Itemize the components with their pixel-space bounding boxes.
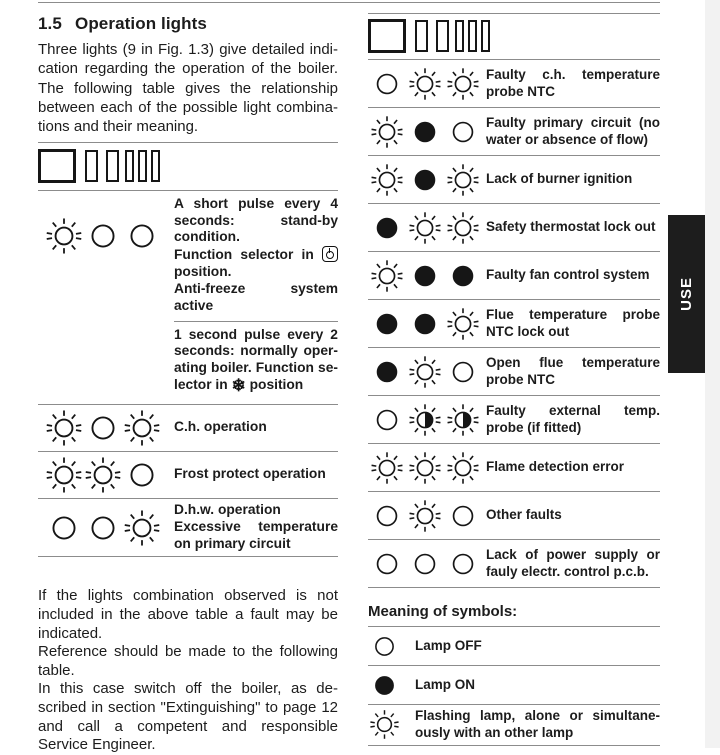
fault-combination-row — [368, 251, 660, 299]
panel-lights-icon — [38, 143, 338, 190]
section-number: 1.5 — [38, 14, 62, 33]
lamp — [406, 306, 444, 342]
lamp-flash-icon — [446, 451, 480, 485]
snowflake-icon: ❄ — [231, 376, 246, 395]
lamp-off-icon — [123, 217, 161, 255]
lamp — [44, 409, 83, 447]
lamp — [368, 546, 406, 582]
lamp-slot-icon — [415, 20, 428, 52]
lamp-off-icon — [84, 217, 122, 255]
fault-combination-row — [368, 203, 660, 251]
lamp-group — [368, 402, 486, 438]
lamp-group — [38, 509, 174, 547]
lamp — [444, 114, 482, 150]
operation-lights-table — [38, 191, 338, 558]
lamp — [44, 217, 83, 255]
lamp-off-icon — [446, 115, 480, 149]
section-heading — [38, 14, 338, 34]
lamp — [406, 498, 444, 534]
lamp — [406, 210, 444, 246]
lamp-flash-icon — [408, 211, 442, 245]
fault-description: Safety thermostat lock out — [486, 219, 656, 235]
legend-rows — [368, 626, 660, 746]
fault-combination-row — [368, 347, 660, 395]
lamp — [406, 354, 444, 390]
lamp — [406, 162, 444, 198]
lamp-group — [38, 456, 174, 494]
lamp — [368, 66, 406, 102]
lamp — [368, 402, 406, 438]
symbols-legend — [368, 603, 660, 746]
use-section-tab — [668, 215, 705, 373]
fault-description: Faulty external temp. probe (if fitted) — [486, 402, 660, 435]
lamp-off-icon — [84, 509, 122, 547]
left-column — [38, 0, 338, 755]
lamp-off-icon — [370, 403, 404, 437]
legend-heading: Meaning of symbols: — [368, 603, 518, 620]
page-edge-strip — [705, 0, 720, 748]
lamp-group — [368, 66, 486, 102]
fault-combination-row — [368, 155, 660, 203]
lamp — [444, 258, 482, 294]
lamp — [83, 509, 122, 547]
lamp-off-icon — [370, 67, 404, 101]
legend-lamp — [368, 631, 415, 662]
lamp — [44, 456, 83, 494]
lamp-group — [368, 258, 486, 294]
legend-label: Lamp OFF — [415, 637, 482, 653]
fault-description: Lack of power supply or fauly electr. control p.c.b. — [486, 546, 660, 579]
lamp — [368, 306, 406, 342]
lamp-group — [368, 546, 486, 582]
lamp — [406, 546, 444, 582]
lamp-slot-icon — [436, 20, 449, 52]
lamp-on-icon — [370, 307, 404, 341]
lamp — [368, 354, 406, 390]
combination-description: D.h.w. operation Excessive temperature on primary circuit — [174, 502, 338, 551]
combination-description — [174, 191, 338, 404]
fault-combination-row — [368, 59, 660, 107]
light-combination-row — [38, 499, 338, 557]
lamp — [368, 498, 406, 534]
description-block: A short pulse every 4 seconds: stand-by condition. Function selector in position. Anti-freeze system active — [174, 195, 338, 313]
lamp — [122, 509, 161, 547]
lamp — [368, 162, 406, 198]
lamp-flash-icon — [446, 163, 480, 197]
description-block: 1 second pulse every 2 seconds: normally operating boiler. Function selector in ❄ position — [174, 326, 338, 395]
lamp-flash-icon — [123, 409, 161, 447]
fault-combination-row — [368, 491, 660, 539]
lamp — [444, 306, 482, 342]
fault-description: Faulty c.h. temperature probe NTC — [486, 66, 660, 99]
note-paragraphs — [38, 587, 338, 754]
lamp-flash-icon — [408, 67, 442, 101]
lamp — [122, 409, 161, 447]
legend-lamp — [368, 670, 415, 701]
lamp — [122, 456, 161, 494]
lamp-on-icon — [408, 259, 442, 293]
legend-lamp — [368, 709, 415, 740]
lamp-flash-icon — [408, 499, 442, 533]
lamp-slot-icon — [125, 150, 134, 182]
lamp-group — [368, 210, 486, 246]
lamp-group — [38, 217, 174, 255]
lamp — [83, 217, 122, 255]
fault-combination-row — [368, 395, 660, 443]
lamp-flash-icon — [446, 211, 480, 245]
fault-description: Lack of burner ignition — [486, 171, 633, 187]
lamp-group — [368, 354, 486, 390]
lamp — [444, 498, 482, 534]
lamp-off-icon — [446, 547, 480, 581]
intro-paragraph: Three lights (9 in Fig. 1.3) give detailed indication regarding the operation of the boiler. The following table gives the relationship between each of the possible light combinations and their meaning. — [38, 41, 338, 136]
lamp-slot-icon — [455, 20, 464, 52]
lamp-flash-icon — [370, 163, 404, 197]
lamp — [406, 402, 444, 438]
lamp — [444, 354, 482, 390]
lamp-slot-icon — [85, 150, 98, 182]
lamp-on-icon — [370, 355, 404, 389]
lamp-group — [368, 450, 486, 486]
panel-lights-icon — [368, 14, 660, 59]
lamp-group — [368, 162, 486, 198]
combination-description: Frost protect operation — [174, 466, 326, 482]
lamp — [83, 409, 122, 447]
lamp — [368, 114, 406, 150]
lamp — [83, 456, 122, 494]
note-paragraph: Reference should be made to the following table. — [38, 643, 338, 679]
lamp-off-icon — [408, 547, 442, 581]
fault-combination-row — [368, 443, 660, 491]
lamp-on-icon — [408, 115, 442, 149]
note-paragraph: If the lights combination observed is not included in the above table a fault may be indicated. — [38, 587, 338, 642]
display-window-icon — [368, 19, 406, 53]
lamp — [444, 450, 482, 486]
lamp-flash-icon — [446, 307, 480, 341]
fault-lights-table — [368, 59, 660, 588]
legend-row — [368, 626, 660, 665]
light-combination-row — [38, 191, 338, 405]
lamp-on-icon — [446, 259, 480, 293]
lamp-off-icon — [370, 547, 404, 581]
lamp-slot-icon — [468, 20, 477, 52]
fault-description: Other faults — [486, 507, 562, 523]
lamp — [444, 162, 482, 198]
lamp-off-icon — [369, 631, 400, 662]
legend-row — [368, 704, 660, 746]
power-selector-icon — [322, 246, 338, 262]
fault-description: Faulty primary circuit (no water or absence of flow) — [486, 114, 660, 147]
lamp-group — [368, 498, 486, 534]
lamp-on-icon — [408, 163, 442, 197]
lamp — [406, 450, 444, 486]
legend-label: Lamp ON — [415, 676, 476, 692]
lamp-half-icon — [408, 403, 442, 437]
lamp-off-icon — [84, 409, 122, 447]
lamp-slot-icon — [481, 20, 490, 52]
display-window-icon — [38, 149, 76, 183]
combination-description: C.h. operation — [174, 419, 267, 435]
lamp-flash-icon — [123, 509, 161, 547]
lamp-slot-icon — [151, 150, 160, 182]
lamp-group — [38, 409, 174, 447]
lamp-flash-icon — [45, 217, 83, 255]
lamp-flash-icon — [370, 451, 404, 485]
fault-description: Open flue temperature probe NTC — [486, 354, 660, 387]
note-paragraph: In this case switch off the boiler, as described in section "Extinguishing" to page 12 and call a competent and responsible Service Engineer. — [38, 680, 338, 754]
lamp-flash-icon — [446, 67, 480, 101]
section-title: Operation lights — [75, 14, 207, 33]
lamp — [368, 258, 406, 294]
fault-combination-row — [368, 299, 660, 347]
lamp-group — [368, 306, 486, 342]
lamp — [406, 258, 444, 294]
lamp-group — [368, 114, 486, 150]
lamp-flash-icon — [408, 451, 442, 485]
lamp-flash-icon — [370, 115, 404, 149]
lamp — [368, 210, 406, 246]
lamp — [444, 546, 482, 582]
lamp-on-icon — [408, 307, 442, 341]
lamp — [368, 450, 406, 486]
lamp-off-icon — [446, 499, 480, 533]
lamp — [406, 114, 444, 150]
lamp-off-icon — [446, 355, 480, 389]
lamp-slot-icon — [106, 150, 119, 182]
lamp-off-icon — [45, 509, 83, 547]
lamp-flash-icon — [408, 355, 442, 389]
fault-description: Faulty fan control system — [486, 267, 650, 283]
fault-combination-row — [368, 539, 660, 588]
lamp-flash-icon — [370, 259, 404, 293]
lamp-half-icon — [446, 403, 480, 437]
lamp-on-icon — [370, 211, 404, 245]
lamp-on-icon — [369, 670, 400, 701]
lamp-off-icon — [123, 456, 161, 494]
fault-combination-row — [368, 107, 660, 155]
fault-description: Flue temperature probe NTC lock out — [486, 306, 660, 339]
lamp-flash-icon — [45, 409, 83, 447]
legend-label: Flashing lamp, alone or simultaneously with an other lamp — [415, 708, 660, 740]
lamp — [122, 217, 161, 255]
right-column — [368, 0, 660, 746]
fault-description: Flame detection error — [486, 459, 625, 475]
lamp-flash-icon — [84, 456, 122, 494]
lamp — [406, 66, 444, 102]
lamp-flash-icon — [369, 709, 400, 740]
lamp-flash-icon — [45, 456, 83, 494]
light-combination-row — [38, 405, 338, 452]
legend-row — [368, 665, 660, 704]
lamp — [444, 402, 482, 438]
lamp-slot-icon — [138, 150, 147, 182]
lamp — [44, 509, 83, 547]
lamp — [444, 66, 482, 102]
use-tab-label: USE — [678, 277, 695, 311]
lamp — [444, 210, 482, 246]
light-combination-row — [38, 452, 338, 499]
lamp-off-icon — [370, 499, 404, 533]
